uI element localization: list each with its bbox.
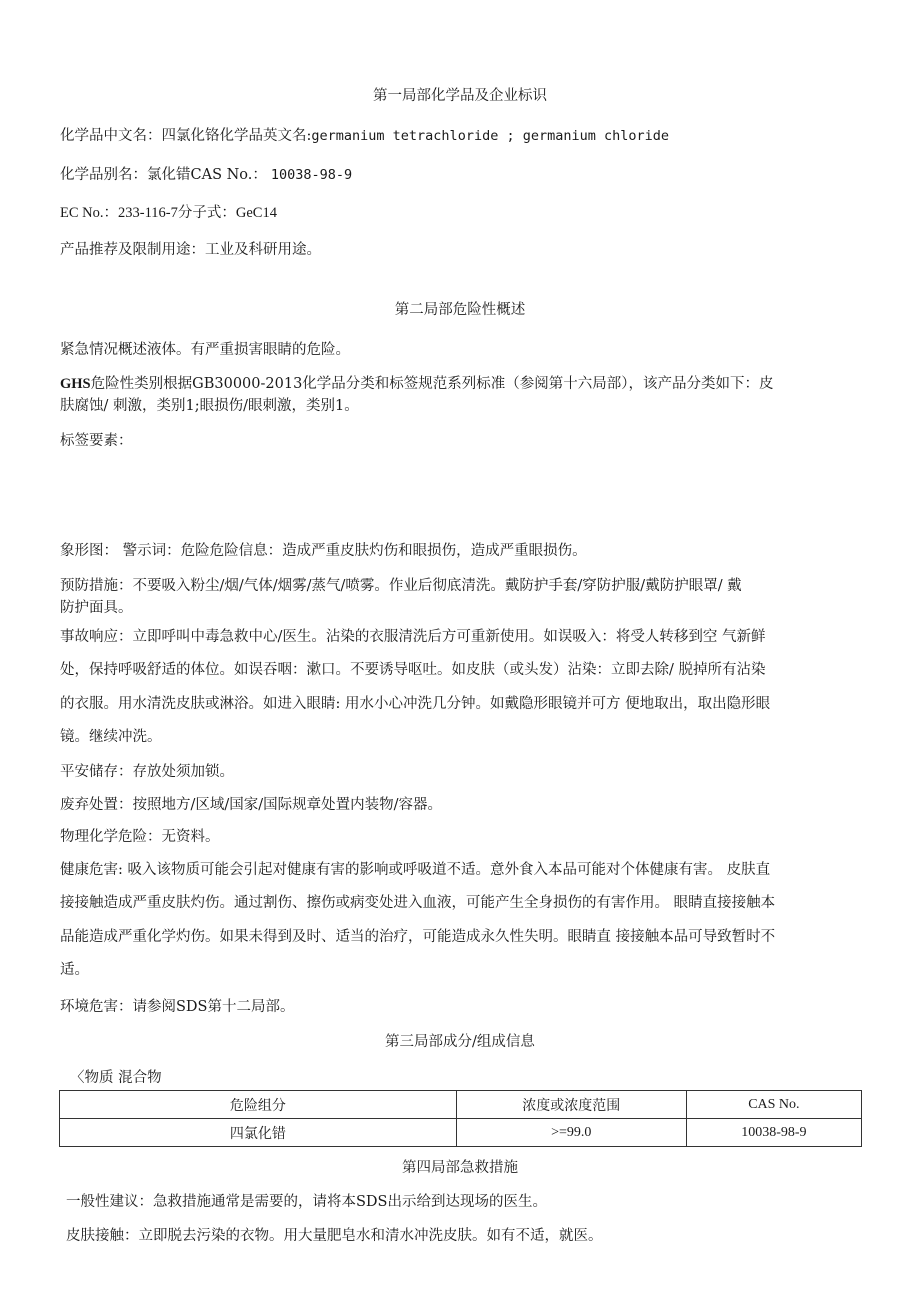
alias-label: 化学品别名：氯化错CAS No.： bbox=[60, 167, 267, 183]
health-hazard-line1: 健康危害: 吸入该物质可能会引起对健康有害的影响或呼吸道不适。意外食入本品可能对个体健康有害。 皮肤直 bbox=[60, 862, 771, 878]
ghs-classification-line2: 肤腐蚀/ 刺激，类别1;眼损伤/眼刺激，类别1。 bbox=[60, 398, 359, 414]
response-line2: 处，保持呼吸舒适的体位。如误吞咽：漱口。不要诱导呕吐。如皮肤（或头发）沾染：立即去除/ 脱掉所有沾染 bbox=[60, 662, 766, 678]
table-cell: 四氯化错 bbox=[60, 1119, 457, 1147]
ec-formula-line: EC No.：233-116-7分子式：GeC14 bbox=[60, 205, 277, 221]
table-header-cell: 危险组分 bbox=[60, 1091, 457, 1119]
label-elements: 标签要素： bbox=[60, 433, 133, 449]
pictogram-signal-line: 象形图： 警示词：危险危险信息：造成严重皮肤灼伤和眼损伤，造成严重眼损伤。 bbox=[60, 543, 587, 559]
alias-cas-line bbox=[60, 165, 860, 185]
storage-line: 平安储存：存放处须加锁。 bbox=[60, 764, 234, 780]
table-cell: 10038-98-9 bbox=[686, 1119, 861, 1147]
first-aid-skin-line: 皮肤接触：立即脱去污染的衣物。用大量肥皂水和清水冲洗皮肤。如有不适，就医。 bbox=[66, 1228, 603, 1244]
response-line3: 的衣服。用水清洗皮肤或淋浴。如进入眼睛: 用水小心冲洗几分钟。如戴隐形眼镜并可方 便地取出，取出隐形眼 bbox=[60, 696, 771, 712]
usage-line: 产品推荐及限制用途：工业及科研用途。 bbox=[60, 242, 321, 258]
environment-hazard-line: 环境危害：请参阅SDS第十二局部。 bbox=[60, 999, 295, 1015]
cn-name-label: 化学品中文名：四氯化铬化学品英文名: bbox=[60, 128, 312, 144]
response-line4: 镜。继续冲洗。 bbox=[60, 729, 162, 745]
section3-title: 第三局部成分/组成信息 bbox=[385, 1034, 535, 1050]
table-header-cell: CAS No. bbox=[686, 1091, 861, 1119]
table-header-cell: 浓度或浓度范围 bbox=[456, 1091, 686, 1119]
first-aid-general-line: 一般性建议：急救措施通常是需要的，请将本SDS出示给到达现场的医生。 bbox=[66, 1194, 547, 1210]
section1-title: 第一局部化学品及企业标识 bbox=[373, 88, 547, 104]
section4-title: 第四局部急救措施 bbox=[402, 1160, 518, 1176]
table-cell: >=99.0 bbox=[456, 1119, 686, 1147]
disposal-line: 废弃处置：按照地方/区域/国家/国际规章处置内装物/容器。 bbox=[60, 797, 443, 813]
section2-title: 第二局部危险性概述 bbox=[394, 302, 526, 318]
cas-value: 10038-98-9 bbox=[270, 167, 353, 183]
ghs-classification-line1 bbox=[60, 374, 860, 394]
composition-table bbox=[59, 1090, 862, 1147]
table-row bbox=[60, 1119, 862, 1147]
substance-mixture-line: 〈物质 混合物 bbox=[70, 1070, 162, 1086]
en-name-value: germanium tetrachloride ; germanium chloride bbox=[311, 128, 670, 144]
prevention-line1: 预防措施：不要吸入粉尘/烟/气体/烟雾/蒸气/喷雾。作业后彻底清洗。戴防护手套/穿防护服/戴防护眼罩/ 戴 bbox=[60, 578, 742, 594]
table-header-row bbox=[60, 1091, 862, 1119]
ghs-prefix: GHS bbox=[60, 376, 91, 392]
chemical-name-line bbox=[60, 126, 860, 146]
physchem-hazard-line: 物理化学危险：无资料。 bbox=[60, 829, 220, 845]
emergency-overview: 紧急情况概述液体。有严重损害眼睛的危险。 bbox=[60, 342, 350, 358]
health-hazard-line3: 品能造成严重化学灼伤。如果未得到及时、适当的治疗，可能造成永久性失明。眼睛直 接接触本品可导致暂时不 bbox=[60, 929, 776, 945]
health-hazard-line2: 接接触造成严重皮肤灼伤。通过割伤、擦伤或病变处进入血液，可能产生全身损伤的有害作用。 眼睛直接接触本 bbox=[60, 895, 776, 911]
health-hazard-line4: 适。 bbox=[60, 962, 89, 978]
response-line1: 事故响应：立即呼叫中毒急救中心/医生。沾染的衣服清洗后方可重新使用。如误吸入：将受人转移到空 气新鲜 bbox=[60, 629, 766, 645]
prevention-line2: 防护面具。 bbox=[60, 600, 133, 616]
ghs-text-1: 危险性类别根据GB30000-2013化学品分类和标签规范系列标准（参阅第十六局部），该产品分类如下：皮 bbox=[90, 376, 774, 392]
